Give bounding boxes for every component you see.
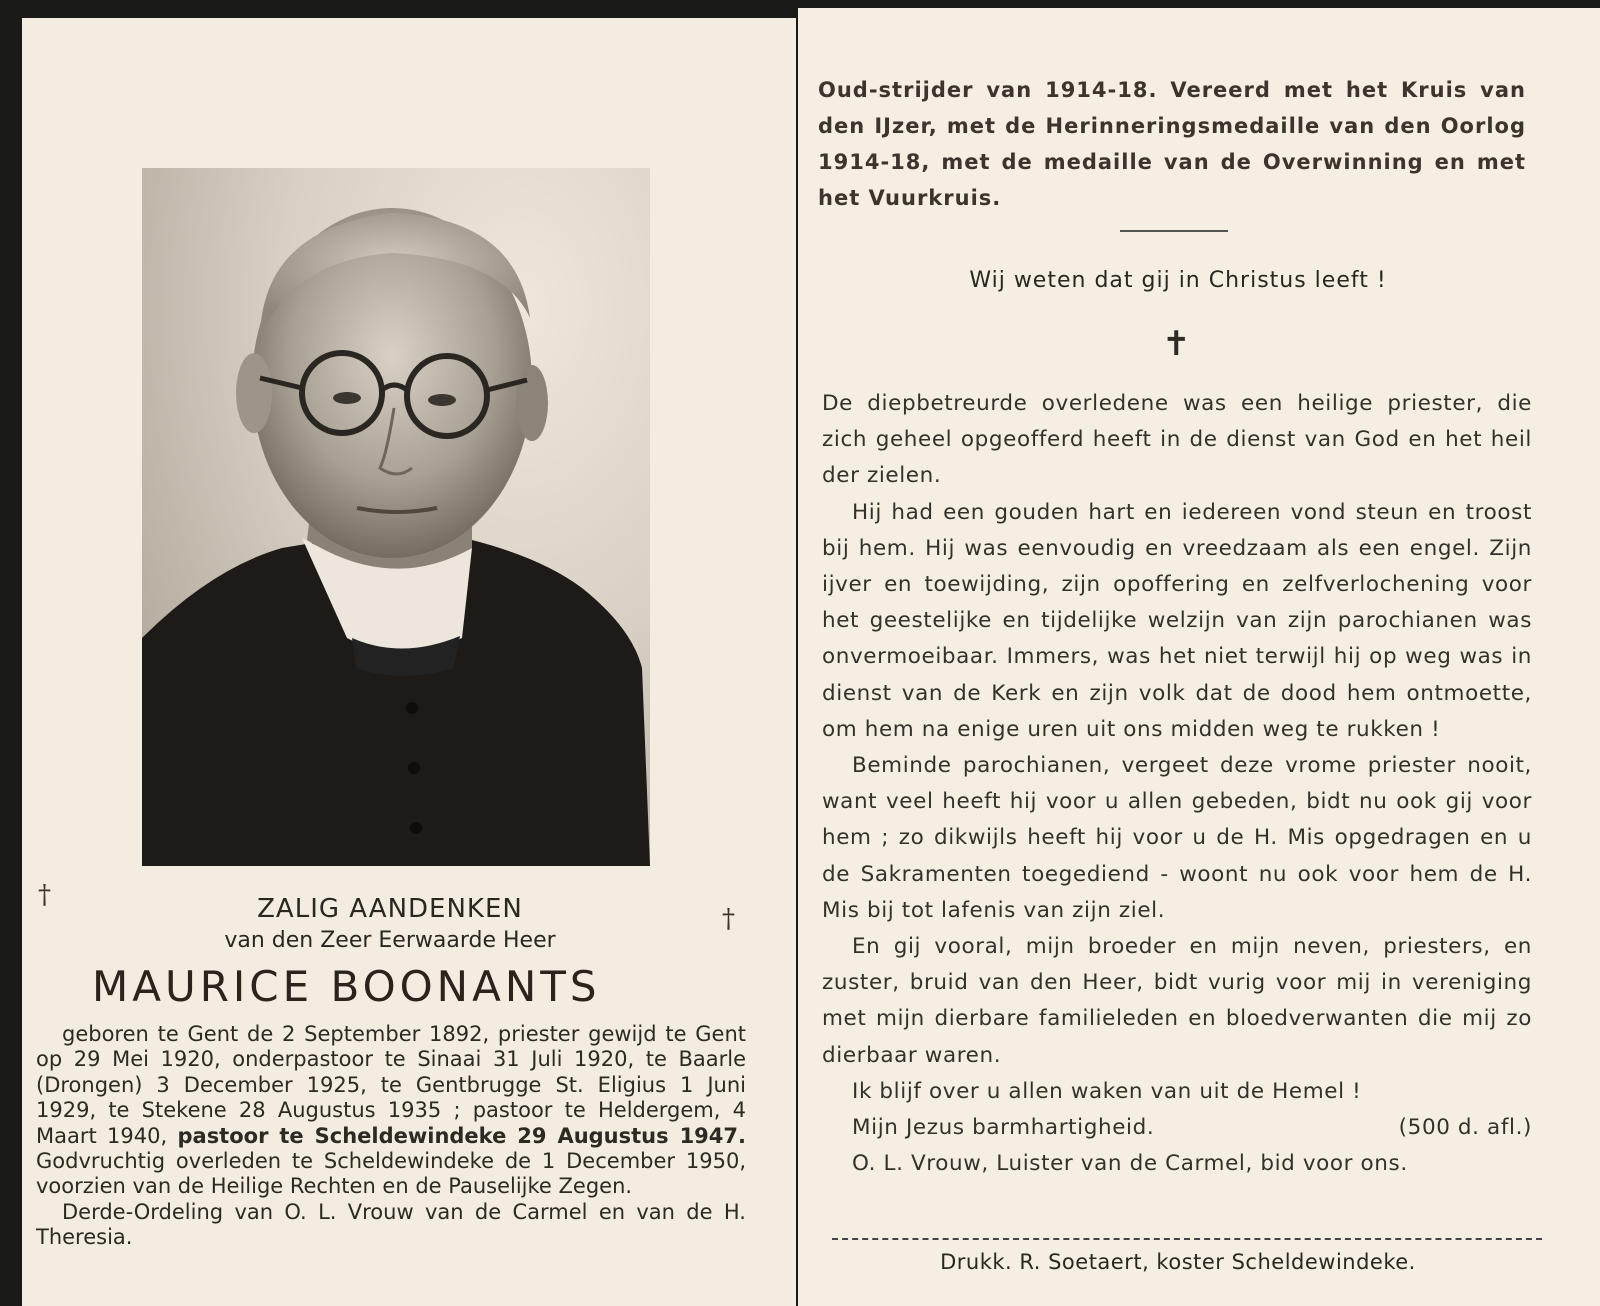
prayer-2-indulgence: (500 d. afl.) xyxy=(1398,1115,1532,1141)
memorial-subheading: van den Zeer Eerwaarde Heer xyxy=(224,928,556,953)
priest-portrait-image xyxy=(142,168,650,866)
long-divider xyxy=(832,1238,1542,1240)
cross-right-icon: † xyxy=(722,904,735,934)
biography-text-1: geboren te Gent de 2 September 1892, priester gewijd te Gent op 29 Mei 1920, onderpastoor te Sinaai 31 Juli 1920, te Baarle (Drongen) 3 December 1925, te Gentbrugge St. Eligius 1 Juni 1929, te Stekene 28 Augustus 1935 ; pastoor te Heldergem, 4 Maart 1940, xyxy=(36,1022,746,1148)
cross-center-icon: ✝ xyxy=(1162,324,1191,364)
memorial-heading: ZALIG AANDENKEN xyxy=(257,894,523,924)
prayer-2: Mijn Jezus barmhartigheid. xyxy=(852,1115,1155,1141)
prayer-3: O. L. Vrouw, Luister van de Carmel, bid voor ons. xyxy=(852,1151,1408,1177)
biography-third-order: Derde-Ordeling van O. L. Vrouw van de Carmel en van de H. Theresia. xyxy=(36,1199,746,1250)
eulogy-paragraph-1: De diepbetreurde overledene was een heilige priester, die zich geheel opgeofferd heeft in de dienst van God en het heil der zielen. xyxy=(822,391,1532,489)
biography xyxy=(36,1022,746,1251)
eulogy-text xyxy=(822,386,1532,1182)
eulogy-paragraph-4: En gij vooral, mijn broeder en mijn neven, priesters, en zuster, bruid van den Heer, bidt vurig voor mij in vereniging met mijn dierbare familieleden en bloedverwanten die mij zo dierbaar waren. xyxy=(822,934,1532,1068)
left-card xyxy=(22,18,796,1306)
portrait-photo xyxy=(142,168,650,866)
biography-text-2: Godvruchtig overleden te Scheldewindeke de 1 December 1950, voorzien van de Heilige Rechten en de Pauselijke Zegen. xyxy=(36,1149,746,1199)
short-divider xyxy=(1120,230,1228,232)
cross-left-icon: † xyxy=(38,880,51,910)
printer-credit: Drukk. R. Soetaert, koster Scheldewindeke. xyxy=(940,1250,1416,1274)
deceased-name: MAURICE BOONANTS xyxy=(92,962,601,1011)
motto: Wij weten dat gij in Christus leeft ! xyxy=(969,268,1387,293)
eulogy-paragraph-2: Hij had een gouden hart en iedereen vond steun en troost bij hem. Hij was eenvoudig en vreedzaam als een engel. Zijn ijver en toewijding, zijn opoffering en zelfverlochening voor het geestelijke en tijdelijke welzijn van zijn parochianen was onvermoeibaar. Immers, was het niet terwijl hij op weg was in dienst van de Kerk en zijn volk dat de dood hem ontmoette, om hem na enige uren uit ons midden weg te rukken ! xyxy=(822,499,1532,742)
prayer-line-3 xyxy=(822,1146,1532,1182)
biography-paragraph xyxy=(36,1022,746,1200)
prayer-1: Ik blijf over u allen waken van uit de Hemel ! xyxy=(852,1078,1362,1104)
honours-text: Oud-strijder van 1914-18. Vereerd met het Kruis van den IJzer, met de Herinneringsmedaille van den Oorlog 1914-18, met de medaille van de Overwinning en met het Vuurkruis. xyxy=(818,78,1526,210)
prayer-line-1 xyxy=(822,1074,1532,1110)
eulogy-paragraph-3: Beminde parochianen, vergeet deze vrome priester nooit, want veel heeft hij voor u allen gebeden, bidt nu ook gij voor hem ; zo dikwijls heeft hij voor u de H. Mis opgedragen en u de Sakramenten toegediend - woont nu ook voor hem de H. Mis bij tot lafenis van zijn ziel. xyxy=(822,753,1532,923)
right-card xyxy=(798,8,1600,1306)
biography-bold-text: pastoor te Scheldewindeke 29 Augustus 1947. xyxy=(177,1123,746,1148)
prayer-line-2 xyxy=(822,1110,1532,1146)
